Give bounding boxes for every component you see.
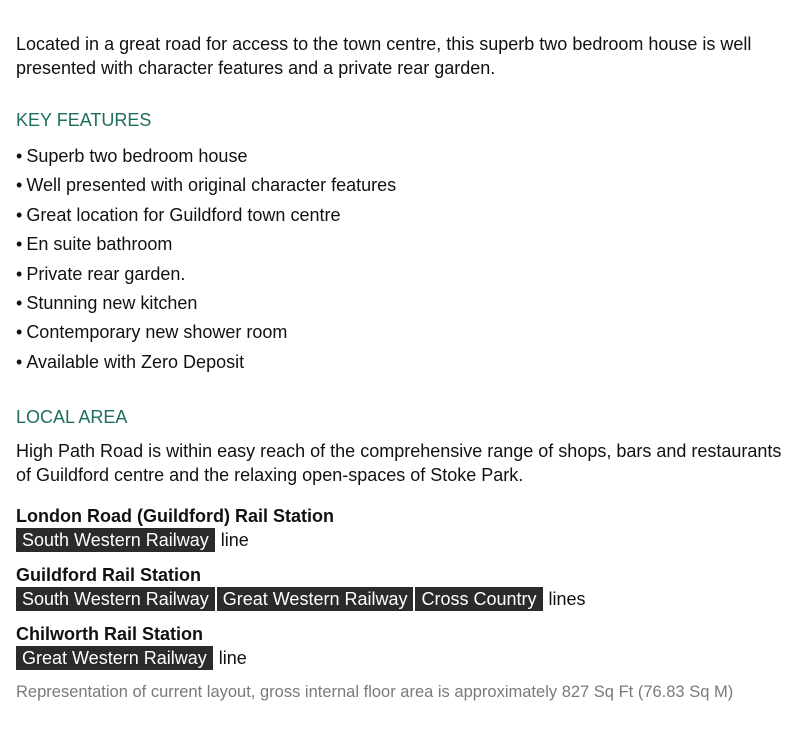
bullet-icon: •	[16, 293, 23, 314]
key-features-list	[16, 142, 784, 377]
bullet-icon: •	[16, 175, 23, 196]
feature-text: Superb two bedroom house	[26, 146, 248, 166]
station-item	[16, 563, 784, 611]
line-badge: Great Western Railway	[16, 646, 213, 670]
local-area-heading: LOCAL AREA	[16, 407, 128, 428]
stations-list	[16, 504, 784, 670]
station-name: Guildford Rail Station	[16, 565, 201, 586]
feature-item	[16, 171, 784, 200]
lines-suffix: lines	[548, 589, 586, 610]
feature-text: Private rear garden.	[26, 263, 186, 284]
station-lines	[16, 528, 784, 552]
station-item	[16, 504, 784, 552]
bullet-icon: •	[16, 234, 23, 255]
bullet-icon: •	[16, 263, 23, 284]
feature-text: Well presented with original character features	[26, 175, 397, 196]
station-lines	[16, 646, 784, 670]
station-name: London Road (Guildford) Rail Station	[16, 506, 334, 527]
intro-paragraph: Located in a great road for access to the town centre, this superb two bedroom house is well presented with character features and a private rear garden.	[16, 34, 752, 78]
key-features-heading: KEY FEATURES	[16, 110, 152, 130]
station-lines	[16, 587, 784, 611]
feature-item	[16, 230, 784, 259]
station-name: Chilworth Rail Station	[16, 624, 203, 645]
feature-item	[16, 348, 784, 377]
bullet-icon: •	[16, 351, 23, 372]
line-badge: South Western Railway	[16, 528, 215, 552]
floor-area-note: Representation of current layout, gross internal floor area is approximately 827 Sq Ft (76.83 Sq M)	[16, 683, 734, 702]
feature-text: Contemporary new shower room	[26, 322, 288, 343]
feature-text: Available with Zero Deposit	[26, 351, 245, 372]
feature-item	[16, 142, 784, 171]
feature-item	[16, 318, 784, 347]
feature-item	[16, 260, 784, 289]
lines-suffix: line	[220, 530, 249, 551]
lines-suffix: line	[218, 648, 247, 669]
line-badge: South Western Railway	[16, 587, 215, 611]
local-area-text: High Path Road is within easy reach of the comprehensive range of shops, bars and restaurants of Guildford centre and the relaxing open-spaces of Stoke Park.	[16, 441, 782, 486]
feature-text: Stunning new kitchen	[26, 293, 198, 314]
feature-item	[16, 289, 784, 318]
line-badge: Cross Country	[415, 587, 542, 611]
station-item	[16, 622, 784, 670]
bullet-icon: •	[16, 146, 23, 166]
feature-item	[16, 201, 784, 230]
line-badge: Great Western Railway	[217, 587, 414, 611]
bullet-icon: •	[16, 322, 23, 343]
bullet-icon: •	[16, 204, 23, 225]
feature-text: En suite bathroom	[26, 234, 173, 255]
feature-text: Great location for Guildford town centre	[26, 204, 341, 225]
